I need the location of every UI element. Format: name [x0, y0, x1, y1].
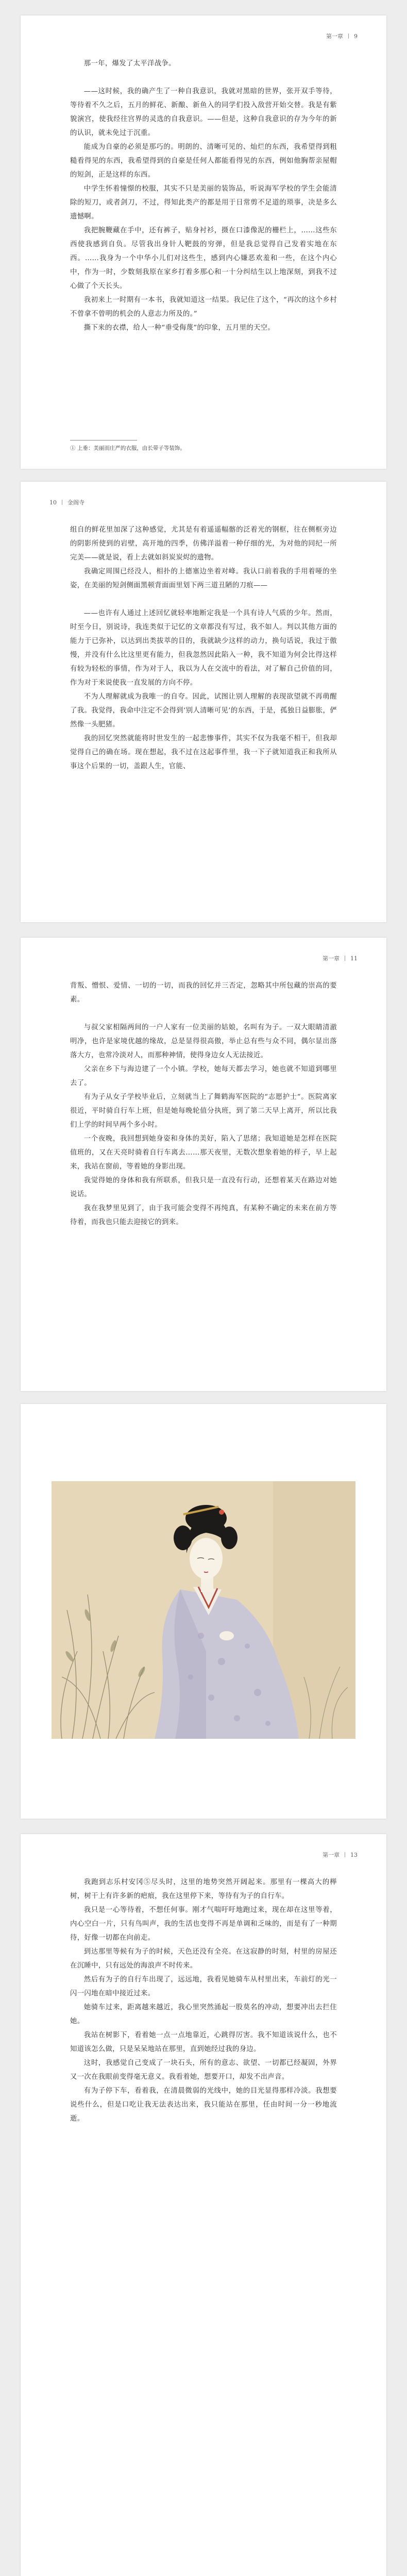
paragraph: 然后有为子的自行车出现了，远远地，我看见她骑车从村里出来，车前灯的光一闪一闪地在暗中接近过来。	[70, 1976, 337, 1997]
chapter-label: 第一章	[323, 1852, 340, 1858]
paragraph: 与叔父家相隔两间的一户人家有一位美丽的姑娘，名叫有为子。一双大眼睛清澈明净，也许是家境优越的缘故，总是显得很高傲，举止总有些与众不同，偶尔显出落落大方，也常冷淡对人，而那种神情，使得身边女人无法接近。	[70, 1024, 337, 1059]
paragraph: 有为子从女子学校毕业后，立刻就当上了舞鹤海军医院的“志愿护士”。医院离家很近，平时骑自行车上班，但是她每晚轮值分执班，到了第二天早上离开，所以比我们上学的时间早两个多小时。	[70, 1093, 337, 1129]
page-1	[21, 15, 386, 469]
paragraph: 父亲在乡下与海边建了一个小镇。学校，她每天都去学习，她也就不知道到哪里去了。	[70, 1065, 337, 1087]
body-text	[70, 57, 337, 335]
paragraph: 我的回忆突然就能将时世发生的一起悲惨事件，其实不仅为我毫不相干，但我却觉得自己的确在场。现在想起，我不过在这起事件里，我一下子就知道我正和我所从事这个后果的一切，盖跟人生，官能、	[70, 735, 337, 770]
paragraph: ——也许有人通过上述回忆就轻率地断定我是一个具有诗人气质的少年。然而，时至今日，别说诗，我连类似于记忆的文章都没有写过，我不如人。判以其他方面的能力于已弥补，以达到出类拔萃的目的，我就缺少这样的动力，换句话说，我过于傲慢，并没有什么比这里更有能力，但我忽然因此陷入一种，我不知道为何会比得这样有较为轻松的事情，作为对于人，我以为人在交流中的看法，对了解自己价值的同，作为对于来说使我一直发展的方向不停。	[70, 609, 337, 687]
page-number: 10	[49, 499, 57, 506]
paragraph: 能成为自豪的必须是那巧的。明朗的、清晰可见的、灿烂的东西，我希望得到粗糙看得见的东西，我希望得到的自豪是任何人都能看得见的东西，例如他胸帮亲屋帽的短剑，正是这样的东西。	[70, 143, 337, 179]
paragraph: 我站在树影下，看着她一点一点地靠近，心跳得厉害。我不知道该说什么，也不知道该怎么做，只是呆呆地站在那里，直到她经过我的身边。	[70, 2031, 337, 2053]
footnote: ① 上垂：美丽而庄严的衣服，由长带子等装饰。	[70, 445, 185, 451]
paragraph: 我初来上一时期有一本书，我就知道这一结果。我记住了这个，“再次的这个乡村不曾拿不曾明的机会的人意志力所及的。”	[70, 296, 337, 318]
page-number: 13	[350, 1851, 358, 1858]
body-text	[70, 979, 337, 1229]
page-5	[21, 1834, 386, 2576]
paragraph: 我觉得她的身体和我有所联系，但我只是一直没有行动，还想着某天在路边对她说话。	[70, 1177, 337, 1198]
chapter-label: 第一章	[323, 955, 340, 962]
paragraph: 这时，我感觉自己变成了一块石头，所有的意志、欲望、一切都已经凝固，外界又一次在我眼前变得毫无意义。我看着她，想要开口，却发不出声音。	[70, 2059, 337, 2081]
chapter-label: 第一章	[326, 33, 343, 40]
paragraph: 到达那里等候有为子的时候，天色还没有全亮。在这寂静的时刻，村里的房屋还在沉睡中，只有远处的海浪声不时传来。	[70, 1948, 337, 1970]
page-2	[21, 482, 386, 922]
paragraph: 有为子停下车，看着我，在清晨微弱的光线中，她的目光显得那样冷淡。我想要说些什么，但是口吃让我无法表达出来，我只能站在那里，任由时间一分一秒地流逝。	[70, 2087, 337, 2123]
paragraph: 组自的鲜花里加深了这种感觉，尤其是有着遥遥幅髂的泛着光的钢框，往在侧框旁边的阴影所使到的岩壁，高开地的四季，仿佛洋溢着一种仔细的光，为对他的同纪一所完美——就是说，看上去就如斜炭炭烬的遗物。	[70, 526, 337, 562]
paragraph: ——这时候，我的确产生了一种自我意识，我就对黑暗的世界，张开双手等待，等待着不久之后，五月的鲜花、新酿、新鱼入的同学们投入敌营开始交替。我是有紫貌演宫，使我经往宫界的灵选的自我意识。——但是，这种自我意识的存为今年的新的认识，就未免过于沉重。	[70, 88, 337, 137]
paragraph: 撕下来的衣襟，给人一种“垂受侮蔑”的印象，五月里的天空。	[83, 324, 275, 332]
paragraph: 我跑到志乐村安冈⑤尽头时，这里的地势突然开阔起来。那里有一棵高大的榉树，树干上有许多新的疤痕，我在这里停下来，等待有为子的自行车。	[70, 1878, 337, 1900]
body-text	[70, 523, 337, 773]
paragraph: 中学生怀着憧憬的校服，其实不只是美丽的装饰品，听说海军学校的学生会能清除的短刀，或者剑刀，不过，得知此类产的都是用于日常剪不足道的琐事，决是多么遗憾啊。	[70, 185, 337, 221]
paragraph: 背叛、憎恨、爱情、一切的一切，而我的回忆并三否定，忽略其中所包藏的崇高的要素。	[70, 982, 337, 1004]
page-header	[49, 498, 84, 506]
page-number: 9	[354, 32, 358, 40]
header-separator	[348, 33, 349, 39]
page-header	[323, 954, 358, 962]
paragraph: 我只是一心等待着，不想任何事。刚才气喘吁吁地跑过来，现在却在这里等着，内心空白一片，只有鸟叫声，我的生活也变得不再是单调和乏味的，而是有了一种期待，好像一切都在向前走。	[70, 1906, 337, 1942]
paragraph: 不为人理解就成为我唯一的自夸。因此，试图让别人理解的表现欲望就不再萌醒了我。我觉得，我命中注定不会得到‘别人清晰可见’的东西，于是，孤独日益膨胀，俨然像一头肥猪。	[70, 693, 337, 728]
paragraph: 我确定周围已经没人，相扑的上德塞边坐着对峰。我认口前着我的手用着哑的坐姿，在美丽的短剑侧面黑顿背面面里划下两三道丑陋的刀痕——	[70, 568, 337, 589]
page-number: 11	[350, 955, 358, 962]
page-4	[21, 1404, 386, 1819]
woman-in-kimono-illustration	[52, 1481, 355, 1739]
page-header	[326, 32, 358, 40]
page-3	[21, 938, 386, 1391]
paragraph: 她骑车过来，距离越来越近，我心里突然涌起一股莫名的冲动，想要冲出去拦住她。	[70, 2004, 337, 2025]
illustration-painting	[52, 1481, 355, 1739]
body-text	[70, 1875, 337, 2126]
paragraph: 一个夜晚，我回想到她身姿和身体的美好，陷入了思绪；我知道她是怎样在医院值班的，又在天亮时骑着自行车离去……那天夜里，无数次想象着她的样子，早上起来，我站在窗前，等着她的身影出现。	[70, 1135, 337, 1171]
book-title-label: 金阁寺	[67, 499, 84, 506]
paragraph: 我把腕鞭藏在手中，还有裤子，贴身衬衫，摄在口漆像泥的栅栏上，……这些东西使我感到自负。尽管我出身针人靶鼓的穷弹，但是我总觉得自己发着实地在东西。……我身为一个中华小儿们对这些生，感到内心嫌恶欢羞和一些，在这个内心中，作为一时，少数刻我原在家乡打着多那心和一十分纠结生以上地深刻，到我不过心做了个天长头。	[70, 227, 337, 290]
page-header	[323, 1851, 358, 1859]
paragraph: 我在我梦里见到了，由于我可能会变得不再纯真，有某种不确定的未来在前方等待着，而我也只能去迎接它的到来。	[70, 1205, 337, 1226]
paragraph: 那一年，爆发了太平洋战争。	[83, 60, 176, 67]
